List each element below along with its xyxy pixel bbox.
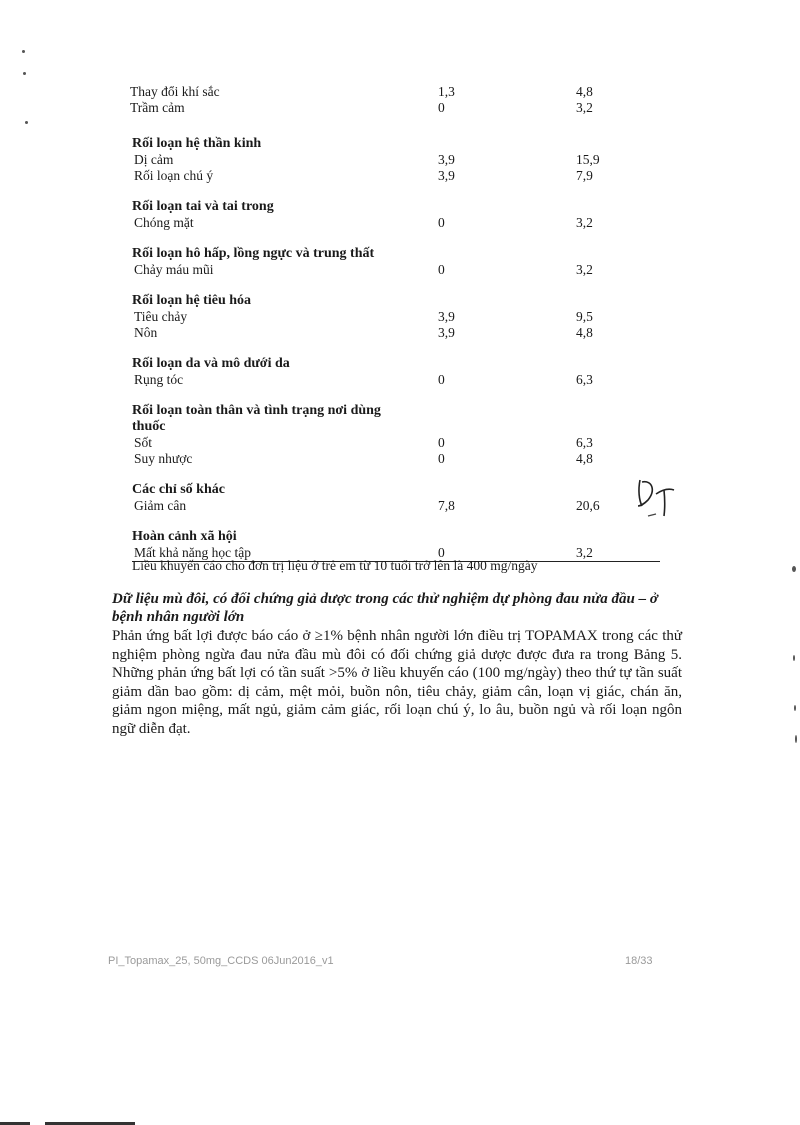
row-placebo-value: 3,9 xyxy=(438,309,455,324)
scan-speck xyxy=(22,50,25,53)
row-placebo-value: 0 xyxy=(438,435,445,450)
scan-speck xyxy=(23,72,26,75)
group-title: Rối loạn hệ tiêu hóa xyxy=(132,293,252,308)
group-title: Các chỉ số khác xyxy=(132,482,225,497)
footer-page-number: 18/33 xyxy=(625,955,653,967)
row-term: Rụng tóc xyxy=(134,372,184,387)
scan-speck xyxy=(795,735,797,743)
footer-document-id: PI_Topamax_25, 50mg_CCDS 06Jun2016_v1 xyxy=(108,955,334,967)
table-row xyxy=(132,309,660,325)
row-term: Thay đổi khí sắc xyxy=(130,84,220,99)
table-row xyxy=(132,100,660,116)
group-title: Rối loạn tai và tai trong xyxy=(132,199,274,214)
row-topamax-value: 6,3 xyxy=(576,372,593,387)
row-placebo-value: 3,9 xyxy=(438,152,455,167)
scan-speck xyxy=(793,655,795,661)
scan-speck xyxy=(792,566,796,572)
row-term: Mất khả năng học tập xyxy=(134,545,251,560)
row-topamax-value: 4,8 xyxy=(576,325,593,340)
row-topamax-value: 4,8 xyxy=(576,84,593,99)
table-group-investigations xyxy=(132,482,660,514)
table-row xyxy=(132,325,660,341)
row-term: Giảm cân xyxy=(134,498,187,513)
row-topamax-value: 6,3 xyxy=(576,435,593,450)
row-topamax-value: 4,8 xyxy=(576,451,593,466)
row-topamax-value: 7,9 xyxy=(576,168,593,183)
table-group-ear xyxy=(132,199,660,231)
table-first-rows xyxy=(132,84,660,116)
row-topamax-value: 3,2 xyxy=(576,100,593,115)
table-row xyxy=(132,498,660,514)
group-title: Rối loạn da và mô dưới da xyxy=(132,356,290,371)
group-title: Rối loạn hô hấp, lồng ngực và trung thất xyxy=(132,246,375,261)
table-group-skin xyxy=(132,356,660,388)
row-term: Rối loạn chú ý xyxy=(134,168,214,183)
scan-speck xyxy=(794,705,796,711)
row-topamax-value: 9,5 xyxy=(576,309,593,324)
table-group-general xyxy=(132,403,660,467)
section-paragraph: Phản ứng bất lợi được báo cáo ở ≥1% bệnh nhân người lớn điều trị TOPAMAX trong các thử nghiệm phòng ngừa đau nửa đầu mù đôi có đối chứng giả dược được đưa ra trong Bảng 5. Những phản ứng bất lợi có tần suất >5% ở liều khuyến cáo (100 mg/ngày) theo thứ tự tần suất giảm dần bao gồm: dị cảm, mệt mỏi, buồn nôn, tiêu chảy, giảm cân, loạn vị giác, chán ăn, giảm ngon miệng, mất ngủ, giảm cảm giác, rối loạn chú ý, lo âu, buồn ngủ và rối loạn ngôn ngữ diễn đạt. xyxy=(112,628,682,737)
row-placebo-value: 0 xyxy=(438,215,445,230)
row-placebo-value: 3,9 xyxy=(438,168,455,183)
row-term: Trầm cảm xyxy=(130,100,185,115)
table-group-nervous-system xyxy=(132,136,660,184)
table-row xyxy=(132,152,660,168)
table-row xyxy=(132,215,660,231)
row-placebo-value: 0 xyxy=(438,262,445,277)
row-term: Nôn xyxy=(134,325,158,340)
section-heading: Dữ liệu mù đôi, có đối chứng giả dược trong các thử nghiệm dự phòng đau nửa đầu – ở bệnh nhân người lớn xyxy=(112,591,658,625)
row-topamax-value: 3,2 xyxy=(576,215,593,230)
row-placebo-value: 0 xyxy=(438,545,445,560)
row-term: Chóng mặt xyxy=(134,215,194,230)
row-term: Sốt xyxy=(134,435,153,450)
row-placebo-value: 0 xyxy=(438,372,445,387)
table-group-respiratory xyxy=(132,246,660,278)
row-topamax-value: 20,6 xyxy=(576,498,600,513)
row-term: Dị cảm xyxy=(134,152,174,167)
group-title: Hoàn cảnh xã hội xyxy=(132,529,237,544)
table-row xyxy=(132,372,660,388)
handwritten-initials xyxy=(634,476,680,525)
scan-speck xyxy=(25,121,28,124)
row-placebo-value: 7,8 xyxy=(438,498,455,513)
row-placebo-value: 0 xyxy=(438,451,445,466)
row-placebo-value: 1,3 xyxy=(438,84,455,99)
row-term: Tiêu chảy xyxy=(134,309,188,324)
table-group-gastrointestinal xyxy=(132,293,660,341)
table-row xyxy=(132,262,660,278)
row-topamax-value: 15,9 xyxy=(576,152,600,167)
row-term: Chảy máu mũi xyxy=(134,262,214,277)
table-row xyxy=(132,84,660,100)
table-footnote: Liều khuyến cáo cho đơn trị liệu ở trẻ em từ 10 tuổi trở lên là 400 mg/ngày xyxy=(132,558,538,573)
row-placebo-value: 3,9 xyxy=(438,325,455,340)
table-row xyxy=(132,168,660,184)
table-row xyxy=(132,435,660,451)
table-row xyxy=(132,451,660,467)
row-topamax-value: 3,2 xyxy=(576,262,593,277)
group-title: Rối loạn toàn thân và tình trạng nơi dùng thuốc xyxy=(132,403,381,434)
row-term: Suy nhược xyxy=(134,451,193,466)
row-topamax-value: 3,2 xyxy=(576,545,593,560)
row-placebo-value: 0 xyxy=(438,100,445,115)
adverse-reactions-table xyxy=(132,84,660,577)
group-title: Rối loạn hệ thần kinh xyxy=(132,136,262,151)
